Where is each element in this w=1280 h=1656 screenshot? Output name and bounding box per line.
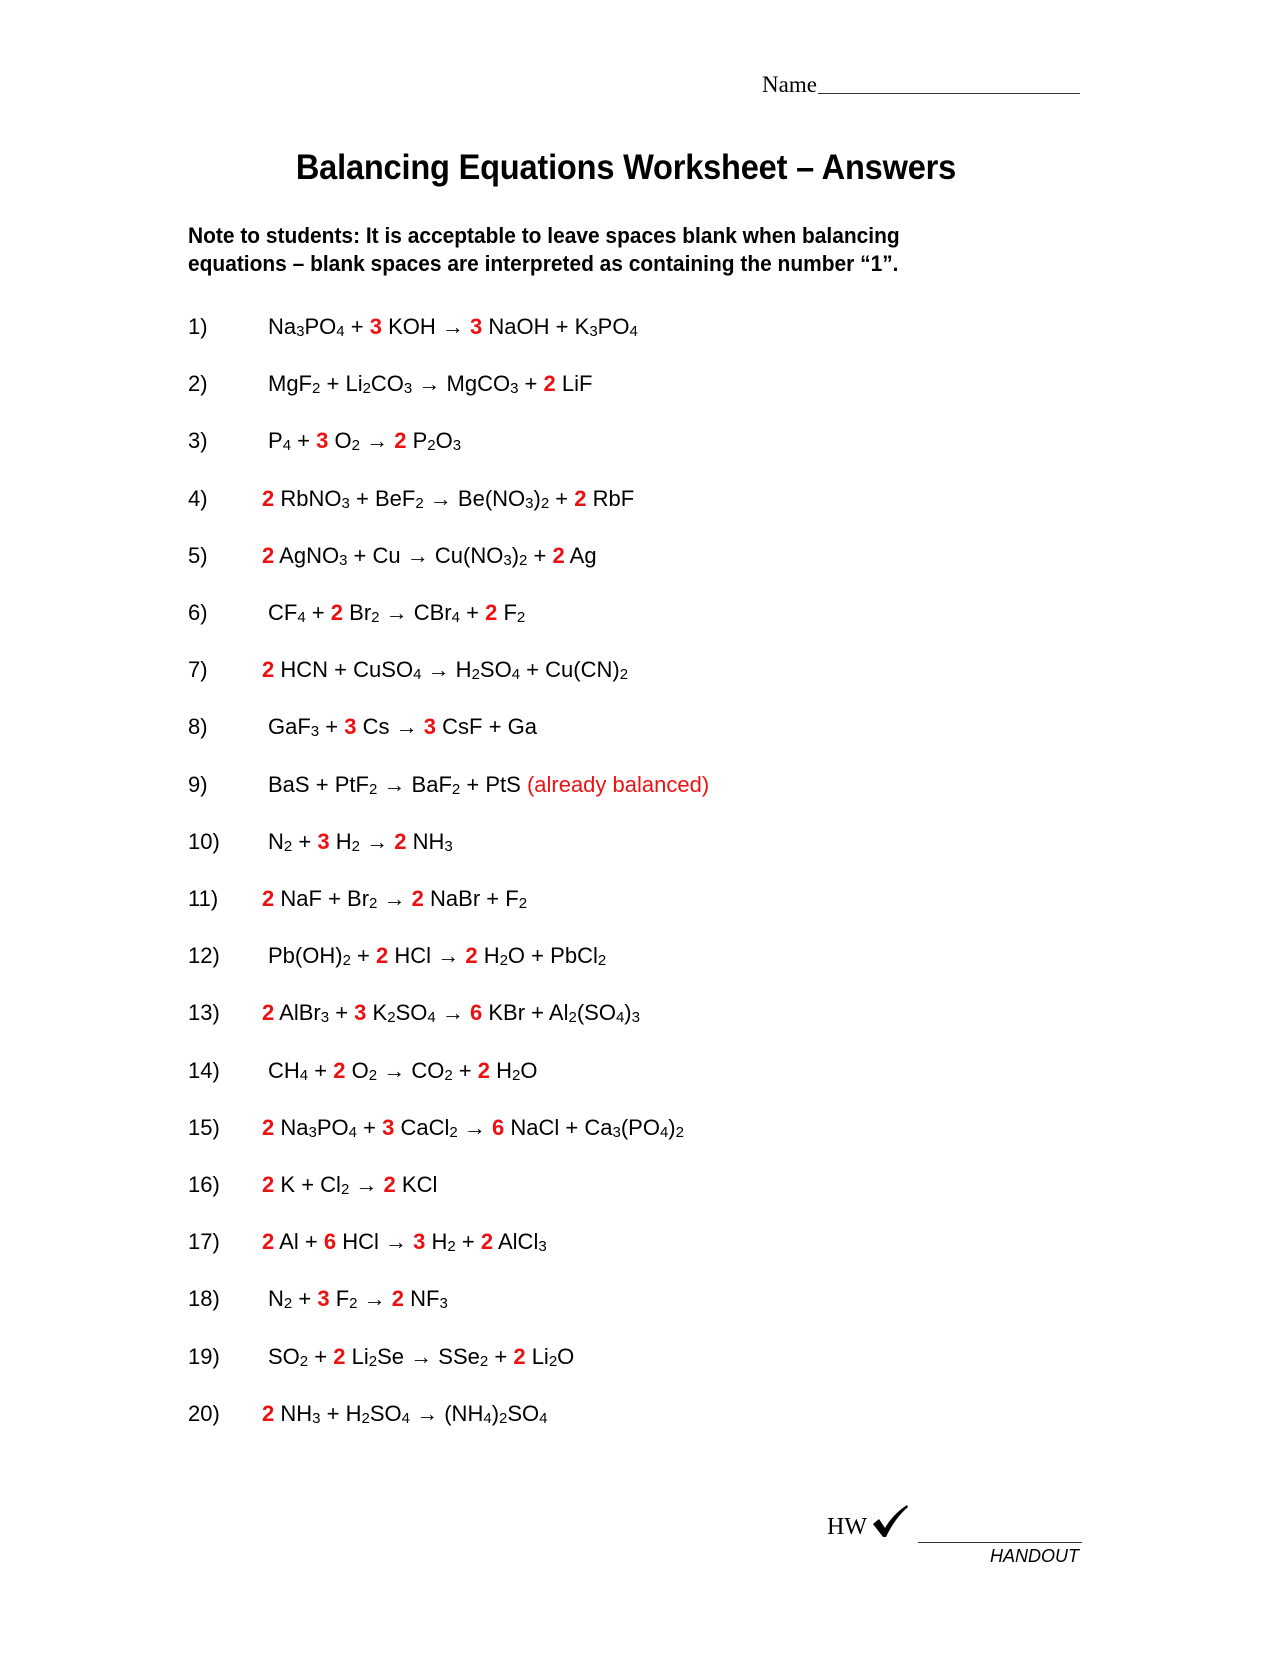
coefficient: 2	[262, 1229, 275, 1255]
formula: $Li_2O$	[531, 1343, 575, 1370]
hw-mark	[827, 1514, 909, 1541]
formula: HCl	[394, 943, 432, 969]
formula: +	[363, 1114, 376, 1140]
formula: $CO_2$	[411, 1057, 453, 1084]
coefficient: 2	[333, 1343, 346, 1369]
formula: +	[494, 1343, 508, 1369]
formula: $CH_4$	[268, 1057, 309, 1084]
formula: $NH_3$	[412, 828, 453, 855]
formula: +	[325, 714, 339, 740]
coefficient: 3	[470, 314, 483, 339]
formula: $Cu(CN)_2$	[545, 657, 629, 684]
formula: $H_2O$	[496, 1057, 538, 1084]
formula: +	[486, 886, 500, 911]
equation-number: 5)	[188, 542, 208, 568]
coefficient: 2	[376, 943, 389, 969]
formula: CuSO$_4$	[353, 657, 422, 684]
formula: $Br_2$	[347, 886, 378, 912]
coefficient: 2	[552, 542, 565, 568]
arrow-icon: →	[418, 371, 441, 397]
formula: $H_2SO_4$	[345, 1400, 410, 1427]
formula: $K_3PO_4$	[574, 314, 638, 340]
name-label: Name	[762, 72, 817, 97]
arrow-icon: →	[383, 771, 406, 797]
formula: +	[565, 1114, 579, 1140]
formula: AgNO$_3$	[279, 542, 348, 569]
arrow-icon: →	[385, 1229, 407, 1255]
coefficient: 2	[485, 600, 498, 625]
equation	[268, 428, 461, 454]
formula: +	[461, 1229, 475, 1255]
formula: AlCl$_3$	[498, 1229, 547, 1256]
coefficient: 2	[543, 371, 556, 397]
equation	[268, 1286, 448, 1312]
formula: +	[533, 542, 547, 568]
coefficient: 3	[423, 714, 437, 740]
formula: BaF$_2$	[411, 771, 461, 798]
formula: +	[524, 371, 538, 397]
formula: $H_2O$	[483, 943, 526, 970]
equation-number: 12)	[188, 943, 220, 969]
arrow-icon: →	[383, 886, 406, 911]
equation	[268, 314, 638, 340]
equation-number: 4)	[188, 485, 208, 511]
hw-blank-line	[918, 1542, 1082, 1543]
formula: SSe$_2$	[438, 1343, 489, 1370]
formula: HCN	[280, 657, 329, 683]
equation-number: 14)	[188, 1057, 220, 1083]
formula: KBr	[488, 1000, 526, 1026]
equation-number: 1)	[188, 314, 208, 339]
formula: $Na_3PO_4$	[280, 1114, 357, 1141]
formula: $H_2SO_4$	[455, 657, 521, 684]
formula: $Pb(OH)_2$	[268, 943, 351, 970]
arrow-icon: →	[410, 1343, 433, 1369]
formula: $CF_4$	[268, 600, 306, 626]
formula: $H_2$	[431, 1229, 456, 1256]
formula: NaBr	[430, 886, 481, 911]
formula: +	[350, 314, 364, 339]
coefficient: 2	[480, 1229, 494, 1255]
coefficient: 3	[413, 1229, 426, 1255]
hw-label: HW	[827, 1514, 867, 1540]
formula: NaF	[280, 886, 322, 911]
coefficient: 2	[394, 828, 407, 854]
equation	[262, 1229, 547, 1255]
coefficient: 2	[262, 1172, 275, 1197]
coefficient: 2	[465, 943, 478, 969]
coefficient: 3	[317, 1286, 330, 1312]
formula: $H_2$	[335, 828, 360, 855]
formula: RbNO$_3$	[280, 485, 350, 512]
formula: +	[314, 1057, 328, 1083]
equation	[268, 943, 606, 969]
note-to-students	[188, 222, 1088, 278]
equation	[262, 1401, 548, 1427]
formula: CsF	[442, 714, 483, 740]
equation	[262, 486, 634, 512]
formula: +	[298, 828, 312, 854]
name-field	[762, 72, 1080, 98]
formula: +	[531, 1000, 545, 1026]
formula: $Al_2(SO_4)_3$	[548, 1000, 640, 1027]
equation	[262, 1000, 640, 1026]
equation	[268, 772, 709, 798]
formula: Ag	[569, 542, 597, 568]
arrow-icon: →	[385, 600, 408, 625]
formula: +	[335, 1000, 349, 1026]
formula: $K_2SO_4$	[372, 1000, 436, 1027]
formula: PbCl$_2$	[550, 943, 607, 970]
formula: $O_2$	[334, 428, 360, 455]
coefficient: 2	[513, 1343, 526, 1369]
formula: +	[314, 1343, 328, 1369]
formula: +	[355, 485, 369, 511]
formula: HCl	[342, 1229, 379, 1255]
formula: +	[555, 314, 569, 339]
formula: $(NH_4)_2SO_4$	[444, 1400, 548, 1427]
formula: $P_2O_3$	[412, 428, 462, 455]
arrow-icon: →	[366, 428, 389, 454]
coefficient: 2	[411, 886, 424, 911]
formula: $Na_3PO_4$	[268, 314, 345, 340]
coefficient: 2	[262, 657, 275, 683]
arrow-icon: →	[437, 943, 460, 969]
coefficient: 2	[383, 1172, 396, 1197]
formula: $NF_3$	[410, 1286, 448, 1313]
formula: +	[334, 657, 348, 683]
formula: RbF	[592, 485, 635, 511]
formula: +	[526, 657, 540, 683]
coefficient: 3	[354, 1000, 367, 1026]
arrow-icon: →	[441, 1000, 464, 1026]
arrow-icon: →	[463, 1114, 486, 1140]
formula: +	[353, 542, 367, 568]
coefficient: 2	[394, 428, 407, 454]
formula: NaCl	[510, 1114, 560, 1140]
coefficient: 2	[262, 886, 275, 911]
formula: $N_2$	[268, 1286, 293, 1313]
formula: AlBr$_3$	[279, 1000, 330, 1027]
formula: +	[301, 1172, 315, 1197]
equation-number: 2)	[188, 371, 208, 397]
arrow-icon: →	[427, 657, 450, 683]
formula: +	[466, 600, 479, 625]
formula: +	[555, 485, 569, 511]
formula: MgCO$_3$	[446, 371, 519, 398]
formula: +	[298, 1286, 312, 1312]
equation	[262, 886, 527, 912]
coefficient: 2	[330, 600, 344, 625]
formula: $Be(NO_3)_2$	[457, 485, 550, 512]
equation	[262, 543, 597, 569]
equation	[262, 1172, 437, 1198]
formula: $Cl_2$	[320, 1172, 350, 1198]
formula: $Br_2$	[349, 600, 380, 626]
equation	[268, 714, 537, 740]
formula: +	[328, 886, 341, 911]
checkmark-icon	[871, 1504, 909, 1540]
coefficient: 2	[262, 1400, 275, 1426]
formula: CaCl$_2$	[400, 1114, 458, 1141]
coefficient: 2	[574, 485, 587, 511]
arrow-icon: →	[355, 1172, 378, 1197]
note-line-2: equations – blank spaces are interpreted as containing the number “1”.	[188, 251, 899, 276]
arrow-icon: →	[416, 1400, 439, 1426]
equation	[262, 1115, 684, 1141]
formula: K	[280, 1172, 296, 1197]
arrow-icon: →	[429, 485, 452, 511]
arrow-icon: →	[441, 314, 464, 339]
equation-number: 18)	[188, 1286, 220, 1312]
formula: $Li_2CO_3$	[345, 371, 413, 398]
coefficient: 2	[262, 485, 275, 511]
formula: +	[357, 943, 370, 969]
formula: $P_4$	[268, 428, 292, 455]
formula: +	[304, 1229, 318, 1255]
equation	[268, 1058, 538, 1084]
arrow-icon: →	[366, 828, 389, 854]
coefficient: 2	[262, 542, 275, 568]
formula: $Li_2Se$	[351, 1343, 405, 1370]
coefficient: 6	[469, 1000, 483, 1026]
coefficient: 2	[391, 1286, 405, 1312]
formula: $O_2$	[351, 1057, 378, 1084]
formula: $N_2$	[268, 828, 293, 855]
equation-number: 9)	[188, 771, 208, 797]
equation-number: 11)	[188, 886, 219, 911]
formula: +	[466, 771, 480, 797]
formula: KCl	[401, 1172, 438, 1197]
formula: +	[315, 771, 329, 797]
coefficient: 6	[323, 1229, 337, 1255]
equation-number: 6)	[188, 600, 208, 625]
equation-number: 3)	[188, 428, 208, 454]
note-line-1: Note to students: It is acceptable to leave spaces blank when balancing	[188, 223, 900, 248]
formula: $SO_2$	[268, 1343, 309, 1370]
formula: Cs	[362, 714, 390, 740]
equation	[268, 371, 592, 397]
formula: +	[488, 714, 502, 740]
coefficient: 3	[316, 428, 329, 454]
formula: GaF$_3$	[268, 714, 320, 741]
coefficient: 2	[333, 1057, 346, 1083]
formula: MgF$_2$	[268, 371, 321, 398]
equation-number: 19)	[188, 1343, 220, 1369]
formula: BaS	[268, 771, 310, 797]
arrow-icon: →	[383, 1057, 406, 1083]
formula: +	[297, 428, 311, 454]
formula: PtS	[485, 771, 521, 797]
already-balanced-note: (already balanced)	[526, 771, 710, 797]
formula: $F_2$	[335, 1286, 358, 1313]
equation-number: 15)	[188, 1114, 220, 1140]
coefficient: 3	[317, 828, 330, 854]
formula: LiF	[561, 371, 593, 397]
page-title: Balancing Equations Worksheet – Answers	[295, 148, 957, 187]
equation-number: 20)	[188, 1400, 220, 1426]
formula: +	[311, 600, 325, 625]
formula: +	[326, 1400, 340, 1426]
formula: NaOH	[488, 314, 550, 339]
coefficient: 3	[344, 714, 357, 740]
formula: Al	[279, 1229, 299, 1255]
formula: $F_2$	[505, 886, 528, 912]
coefficient: 2	[262, 1000, 275, 1026]
formula: KOH	[388, 314, 436, 339]
equation-number: 7)	[188, 657, 208, 683]
equation	[268, 600, 525, 626]
formula: Cu	[372, 542, 401, 568]
formula: CBr$_4$	[413, 600, 460, 626]
equation-number: 8)	[188, 714, 208, 740]
coefficient: 3	[382, 1114, 395, 1140]
equation	[268, 829, 453, 855]
formula: $Cu(NO_3)_2$	[434, 542, 528, 569]
formula: $Ca_3(PO_4)_2$	[584, 1114, 684, 1141]
coefficient: 6	[491, 1114, 505, 1140]
formula: Ga	[507, 714, 537, 740]
coefficient: 2	[262, 1114, 275, 1140]
formula: +	[531, 943, 545, 969]
formula: +	[326, 371, 340, 397]
equation-number: 16)	[188, 1172, 220, 1197]
formula: +	[458, 1057, 472, 1083]
arrow-icon: →	[363, 1286, 386, 1312]
formula: BeF$_2$	[374, 485, 424, 512]
formula: $F_2$	[503, 600, 526, 626]
equation	[268, 1344, 574, 1370]
equation	[262, 657, 628, 683]
formula: $NH_3$	[280, 1400, 321, 1427]
coefficient: 3	[369, 314, 382, 339]
coefficient: 2	[477, 1057, 491, 1083]
formula: PtF$_2$	[334, 771, 378, 798]
arrow-icon: →	[406, 542, 429, 568]
equation-number: 10)	[188, 828, 220, 854]
equation-number: 17)	[188, 1229, 220, 1255]
equation-number: 13)	[188, 1000, 220, 1026]
arrow-icon: →	[395, 714, 418, 740]
handout-label: HANDOUT	[990, 1546, 1079, 1566]
name-blank-line	[818, 92, 1080, 94]
